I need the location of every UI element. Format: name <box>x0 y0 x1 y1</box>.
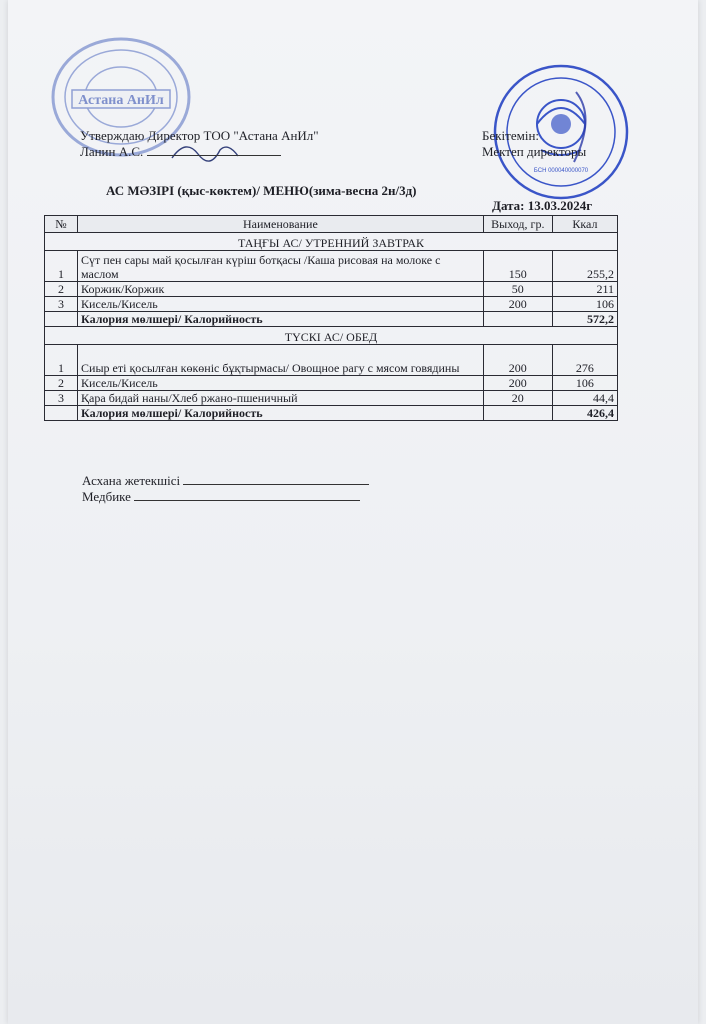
table-row <box>45 282 618 297</box>
signature-line <box>147 145 281 156</box>
total-label: Калория мөлшері/ Калорийность <box>78 312 484 327</box>
row-num: 2 <box>45 376 78 391</box>
header-num: № <box>45 216 78 233</box>
row-output: 200 <box>483 345 552 376</box>
row-kcal: 211 <box>552 282 617 297</box>
row-kcal: 106 <box>552 297 617 312</box>
total-value: 572,2 <box>552 312 617 327</box>
row-name: Кисель/Кисель <box>78 297 484 312</box>
header-output: Выход, гр. <box>483 216 552 233</box>
table-row <box>45 297 618 312</box>
row-num: 3 <box>45 297 78 312</box>
row-output: 200 <box>483 297 552 312</box>
row-name: Коржик/Коржик <box>78 282 484 297</box>
section-title: ТАҢҒЫ АС/ УТРЕННИЙ ЗАВТРАК <box>45 233 618 251</box>
approval-kz-block <box>482 128 586 160</box>
row-name: Қара бидай наны/Хлеб ржано-пшеничный <box>78 391 484 406</box>
nurse-signature-line <box>82 489 360 505</box>
approve-kz: Бекітемін: <box>482 128 540 143</box>
row-output: 20 <box>483 391 552 406</box>
table-header-row <box>45 216 618 233</box>
row-kcal: 44,4 <box>552 391 617 406</box>
header-name: Наименование <box>78 216 484 233</box>
cook-line <box>183 474 369 485</box>
cook-signature-line <box>82 473 369 489</box>
approval-block <box>80 128 319 160</box>
section-row-lunch <box>45 327 618 345</box>
row-name: Сиыр еті қосылған көкөніс бұқтырмасы/ Овощное рагу с мясом говядины <box>78 345 484 376</box>
row-kcal: 106 <box>552 376 617 391</box>
row-output: 200 <box>483 376 552 391</box>
cook-label: Асхана жетекшісі <box>82 473 181 488</box>
table-row <box>45 376 618 391</box>
approve-line: Утверждаю Директор ТОО "Астана АнИл" <box>80 128 319 143</box>
row-name: Сүт пен сары май қосылған күріш ботқасы /Каша рисовая на молоке с маслом <box>78 251 484 282</box>
row-num: 2 <box>45 282 78 297</box>
total-row-breakfast <box>45 312 618 327</box>
nurse-label: Медбике <box>82 489 131 504</box>
director-line <box>80 144 319 160</box>
row-output: 150 <box>483 251 552 282</box>
row-name: Кисель/Кисель <box>78 376 484 391</box>
table-row <box>45 251 618 282</box>
row-kcal: 276 <box>552 345 617 376</box>
table-row <box>45 345 618 376</box>
table-row <box>45 391 618 406</box>
section-row-breakfast <box>45 233 618 251</box>
row-num: 1 <box>45 251 78 282</box>
header-kcal: Ккал <box>552 216 617 233</box>
menu-date: Дата: 13.03.2024г <box>492 198 593 213</box>
total-value: 426,4 <box>552 406 617 421</box>
row-kcal: 255,2 <box>552 251 617 282</box>
total-row-lunch <box>45 406 618 421</box>
row-num: 3 <box>45 391 78 406</box>
menu-table <box>44 215 618 421</box>
school-director: Мектеп директоры <box>482 144 587 159</box>
total-label: Калория мөлшері/ Калорийность <box>78 406 484 421</box>
stamp-left-text: Астана АнИл <box>78 93 164 108</box>
section-title: ТҮСКІ АС/ ОБЕД <box>45 327 618 345</box>
nurse-line <box>134 490 360 501</box>
menu-title: АС МӘЗІРІ (қыс-көктем)/ МЕНЮ(зима-весна 2н/3д) <box>106 183 417 198</box>
row-output: 50 <box>483 282 552 297</box>
row-num: 1 <box>45 345 78 376</box>
director-name: Ланин А.С. <box>80 144 144 159</box>
stamp-right-text: БСН 000040000070 <box>533 168 589 174</box>
